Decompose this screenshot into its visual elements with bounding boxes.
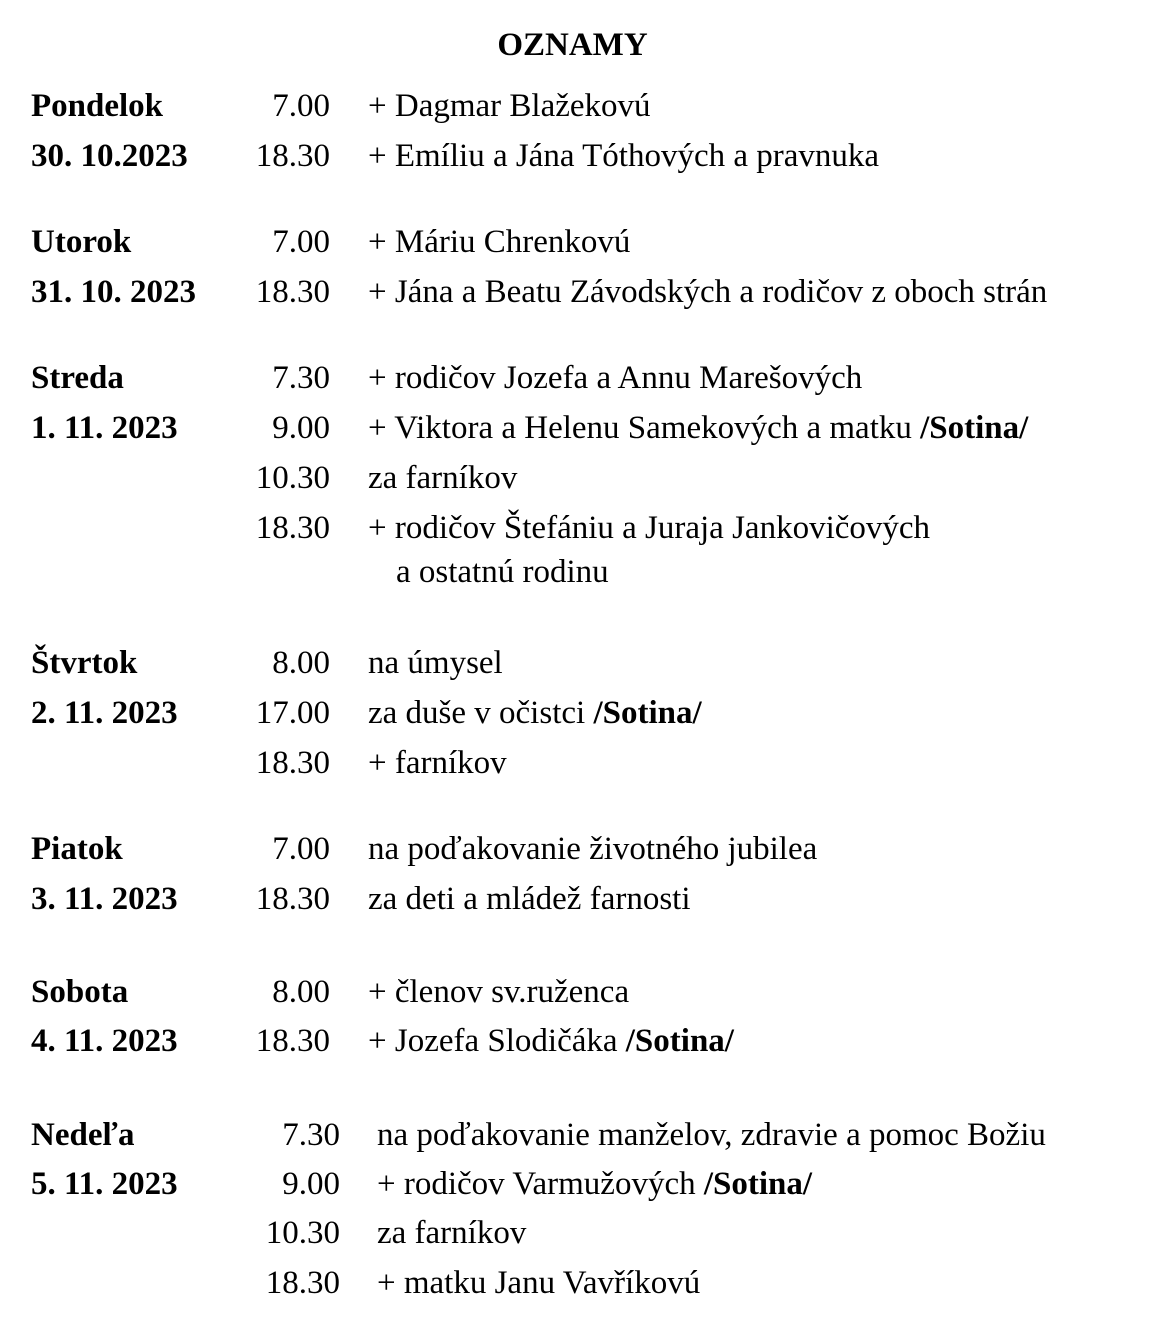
day-date: 1. 11. 2023 [31, 410, 178, 446]
day-name: Streda [31, 360, 124, 396]
location-note: /Sotina/ [703, 1166, 813, 1202]
mass-intention [368, 360, 862, 397]
mass-time: 8.00 [272, 974, 330, 1010]
intention-text: + farníkov [368, 745, 507, 781]
schedule-row [0, 645, 1165, 685]
mass-intention [368, 695, 702, 732]
mass-time: 7.00 [272, 224, 330, 260]
intention-text: + Máriu Chrenkovú [368, 224, 631, 260]
intention-text: + rodičov Jozefa a Annu Marešových [368, 360, 863, 396]
intention-text: + Viktora a Helenu Samekových a matku [368, 410, 921, 446]
schedule-row [0, 831, 1165, 871]
schedule-row [0, 510, 1165, 550]
day-name: Piatok [31, 831, 123, 867]
location-note: /Sotina/ [625, 1023, 734, 1059]
schedule-row [0, 974, 1165, 1014]
mass-intention [368, 88, 651, 125]
schedule-row [0, 1117, 1165, 1157]
schedule-row [0, 1023, 1165, 1063]
schedule-row [0, 881, 1165, 921]
schedule-row [0, 360, 1165, 400]
schedule-row [0, 224, 1165, 264]
mass-time: 18.30 [255, 510, 330, 546]
schedule-row [0, 1166, 1165, 1206]
mass-intention [368, 510, 930, 547]
schedule-row [0, 88, 1165, 128]
location-note: /Sotina/ [920, 410, 1029, 446]
mass-intention [368, 645, 503, 682]
day-date: 31. 10. 2023 [31, 274, 196, 310]
mass-intention [368, 1023, 734, 1060]
day-date: 3. 11. 2023 [31, 881, 178, 917]
schedule-row [0, 1215, 1165, 1255]
schedule-row [0, 138, 1165, 178]
mass-intention [368, 881, 691, 918]
intention-text: za farníkov [368, 460, 518, 496]
mass-time: 7.30 [272, 360, 330, 396]
schedule-row [0, 695, 1165, 735]
mass-intention [377, 1215, 526, 1252]
mass-intention [368, 224, 630, 261]
day-date: 2. 11. 2023 [31, 695, 178, 731]
intention-text: + Dagmar Blažekovú [368, 88, 651, 124]
mass-intention [377, 1117, 1046, 1154]
intention-text: + Emíliu a Jána Tóthových a pravnuka [368, 138, 880, 174]
mass-intention [368, 460, 517, 497]
intention-text: na poďakovanie manželov, zdravie a pomoc Božiu [377, 1117, 1046, 1153]
mass-time: 18.30 [255, 274, 330, 310]
mass-time: 10.30 [265, 1215, 340, 1251]
schedule-row [0, 274, 1165, 314]
mass-intention [377, 1166, 812, 1203]
mass-intention [368, 974, 629, 1011]
day-date: 5. 11. 2023 [31, 1166, 178, 1202]
mass-time: 7.00 [272, 88, 330, 124]
schedule-row [0, 460, 1165, 500]
schedule-row [0, 745, 1165, 785]
mass-time: 10.30 [255, 460, 330, 496]
day-name: Nedeľa [31, 1117, 135, 1153]
day-name: Štvrtok [31, 645, 138, 681]
intention-text: za farníkov [377, 1215, 527, 1251]
intention-text: + Jozefa Slodičáka [368, 1023, 626, 1059]
day-date: 30. 10.2023 [31, 138, 188, 174]
intention-text: za deti a mládež farnosti [368, 881, 691, 917]
mass-time: 18.30 [255, 1023, 330, 1059]
page-title: OZNAMY [497, 27, 648, 63]
mass-time: 9.00 [282, 1166, 340, 1202]
mass-intention [377, 1265, 700, 1302]
location-note: /Sotina/ [593, 695, 702, 731]
intention-text: na úmysel [368, 645, 503, 681]
day-name: Utorok [31, 224, 132, 260]
mass-time: 7.00 [272, 831, 330, 867]
intention-continuation: a ostatnú rodinu [396, 554, 609, 590]
day-date: 4. 11. 2023 [31, 1023, 178, 1059]
mass-intention [368, 138, 879, 175]
mass-time: 18.30 [255, 745, 330, 781]
mass-time: 18.30 [255, 881, 330, 917]
mass-time: 8.00 [272, 645, 330, 681]
day-name: Pondelok [31, 88, 164, 124]
day-name: Sobota [31, 974, 129, 1010]
intention-text: + matku Janu Vavříkovú [377, 1265, 701, 1301]
mass-intention [368, 831, 817, 868]
intention-text: na poďakovanie životného jubilea [368, 831, 818, 867]
intention-text: + rodičov Štefániu a Juraja Jankovičových [368, 510, 931, 546]
schedule-row-continuation [0, 554, 1165, 594]
intention-text: + Jána a Beatu Závodských a rodičov z oboch strán [368, 274, 1048, 310]
intention-text: + rodičov Varmužových [377, 1166, 704, 1202]
mass-time: 17.00 [255, 695, 330, 731]
mass-time: 9.00 [272, 410, 330, 446]
mass-intention [368, 410, 1028, 447]
mass-intention [368, 745, 507, 782]
schedule-row [0, 410, 1165, 450]
mass-time: 18.30 [265, 1265, 340, 1301]
mass-time: 7.30 [282, 1117, 340, 1153]
intention-text: + členov sv.ruženca [368, 974, 630, 1010]
mass-intention [368, 274, 1047, 311]
intention-text: za duše v očistci [368, 695, 594, 731]
schedule-row [0, 1265, 1165, 1305]
mass-time: 18.30 [255, 138, 330, 174]
